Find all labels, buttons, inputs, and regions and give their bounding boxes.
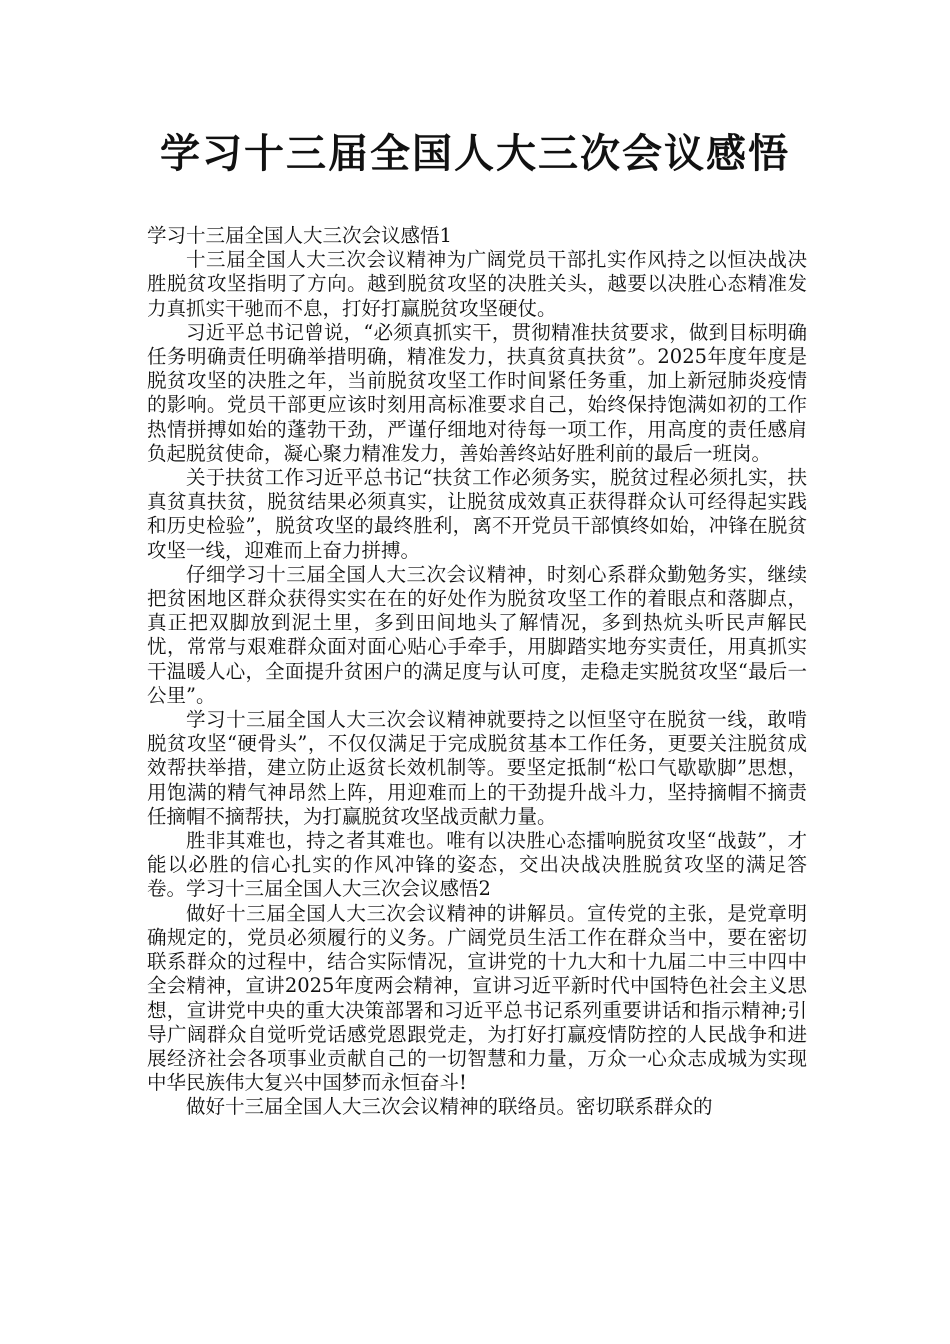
paragraph: 学习十三届全国人大三次会议精神就要持之以恒坚守在脱贫一线，敢啃脱贫攻坚“硬骨头”，不仅仅满足于完成脱贫基本工作任务，更要关注脱贫成效帮扶举措，建立防止返贫长效机制等。要坚定抵制“松口气歇歇脚”思想，用饱满的精气神昂然上阵，用迎难而上的干劲提升战斗力，坚持摘帽不摘责任摘帽不摘帮扶，为打赢脱贫攻坚战贡献力量。 [147, 708, 807, 828]
paragraph: 仔细学习十三届全国人大三次会议精神，时刻心系群众勤勉务实，继续把贫困地区群众获得实实在在的好处作为脱贫攻坚工作的着眼点和落脚点，真正把双脚放到泥土里，多到田间地头了解情况，多到热炕头听民声解民忧，常常与艰难群众面对面心贴心手牵手，用脚踏实地夯实责任，用真抓实干温暖人心，全面提升贫困户的满足度与认可度，走稳走实脱贫攻坚“最后一公里”。 [147, 562, 807, 707]
paragraph: 关于扶贫工作习近平总书记“扶贫工作必须务实，脱贫过程必须扎实，扶真贫真扶贫，脱贫结果必须真实，让脱贫成效真正获得群众认可经得起实践和历史检验”，脱贫攻坚的最终胜利，离不开党员干部慎终如始，冲锋在脱贫攻坚一线，迎难而上奋力拼搏。 [147, 466, 807, 562]
document-title: 学习十三届全国人大三次会议感悟 [160, 131, 790, 177]
paragraph: 十三届全国人大三次会议精神为广阔党员干部扎实作风持之以恒决战决胜脱贫攻坚指明了方向。越到脱贫攻坚的决胜关头，越要以决胜心态精准发力真抓实干驰而不息，打好打赢脱贫攻坚硬仗。 [147, 248, 807, 320]
paragraph: 胜非其难也，持之者其难也。唯有以决胜心态擂响脱贫攻坚“战鼓”，才能以必胜的信心扎实的作风冲锋的姿态，交出决战决胜脱贫攻坚的满足答卷。学习十三届全国人大三次会议感悟2 [147, 829, 807, 901]
paragraph: 习近平总书记曾说，“必须真抓实干，贯彻精准扶贫要求，做到目标明确任务明确责任明确举措明确，精准发力，扶真贫真扶贫”。2025年度年度是脱贫攻坚的决胜之年，当前脱贫攻坚工作时间紧任务重，加上新冠肺炎疫情的影响。党员干部更应该时刻用高标准要求自己，始终保持饱满如初的工作热情拼搏如始的蓬勃干劲，严谨仔细地对待每一项工作，用高度的责任感肩负起脱贫使命，凝心聚力精准发力，善始善终站好胜利前的最后一班岗。 [147, 320, 807, 465]
document-body [147, 224, 807, 1120]
paragraph: 做好十三届全国人大三次会议精神的联络员。密切联系群众的 [186, 1095, 713, 1119]
paragraph: 做好十三届全国人大三次会议精神的讲解员。宣传党的主张，是党章明确规定的，党员必须履行的义务。广阔党员生活工作在群众当中，要在密切联系群众的过程中，结合实际情况，宣讲党的十九大和十九届二中三中四中全会精神，宣讲2025年度两会精神，宣讲习近平新时代中国特色社会主义思想，宣讲党中央的重大决策部署和习近平总书记系列重要讲话和指示精神;引导广阔群众自觉听党话感党恩跟党走，为打好打赢疫情防控的人民战争和进展经济社会各项事业贡献自己的一切智慧和力量，万众一心众志成城为实现中华民族伟大复兴中国梦而永恒奋斗! [147, 901, 807, 1095]
section-heading: 学习十三届全国人大三次会议感悟1 [147, 224, 452, 247]
